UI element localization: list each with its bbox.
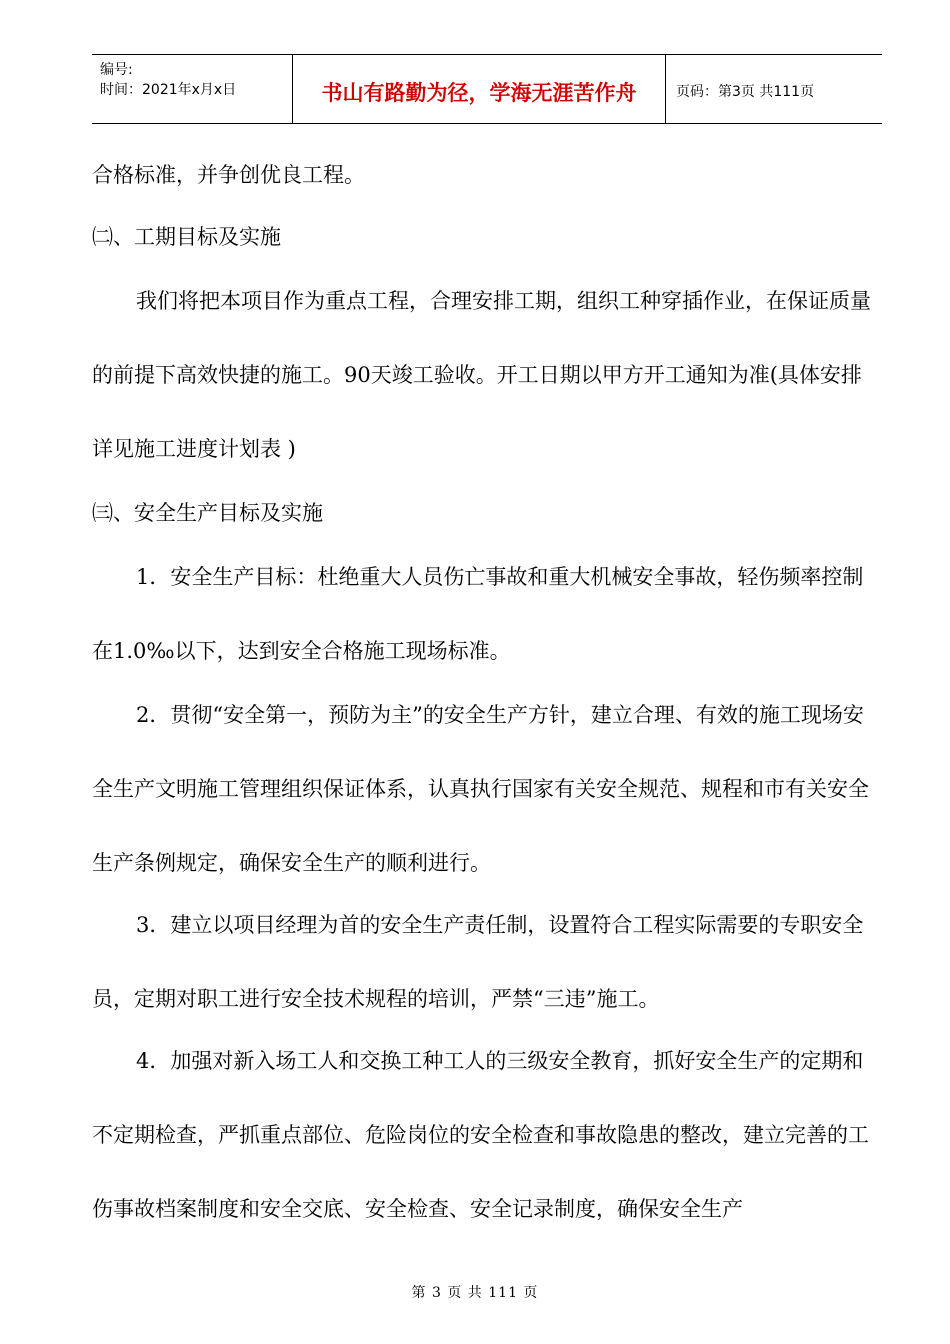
header-page-code: 页码：第3页 共111页 <box>676 84 815 100</box>
list-item: 4．加强对新入场工人和交换工种工人的三级安全教育，抓好安全生产的定期和不定期检查，严抓重点部位、危险岗位的安全检查和事故隐患的整改，建立完善的工伤事故档案制度和安全交底、安全检查、安全记录制度，确保安全生产 <box>92 1049 869 1221</box>
body-paragraph: 合格标准，并争创优良工程。 <box>92 163 365 187</box>
section-heading-safety: ㈢、安全生产目标及实施 <box>92 501 323 525</box>
header-info-cell <box>92 55 293 123</box>
header-motto-cell <box>293 55 666 123</box>
header-motto: 书山有路勤为径，学海无涯苦作舟 <box>321 81 637 105</box>
list-item: 1．安全生产目标：杜绝重大人员伤亡事故和重大机械安全事故，轻伤频率控制在1.0‰以下，达到安全合格施工现场标准。 <box>92 565 864 663</box>
header-page-cell <box>666 55 882 123</box>
document-number-label: 编号: <box>100 62 133 78</box>
section-heading-schedule: ㈡、工期目标及实施 <box>92 225 281 249</box>
page-footer: 第 3 页 共 111 页 <box>411 1285 539 1301</box>
list-item: 2．贯彻“安全第一，预防为主”的安全生产方针，建立合理、有效的施工现场安全生产文明施工管理组织保证体系，认真执行国家有关安全规范、规程和市有关安全生产条例规定，确保安全生产的顺利进行。 <box>92 703 869 875</box>
document-time-label: 时间：2021年x月x日 <box>100 82 237 98</box>
body-paragraph: 我们将把本项目作为重点工程，合理安排工期，组织工种穿插作业，在保证质量的前提下高效快捷的施工。90天竣工验收。开工日期以甲方开工通知为准(具体安排详见施工进度计划表 ) <box>92 289 871 461</box>
list-item: 3．建立以项目经理为首的安全生产责任制，设置符合工程实际需要的专职安全员，定期对职工进行安全技术规程的培训，严禁“三违”施工。 <box>92 913 864 1011</box>
page-header <box>92 54 882 124</box>
